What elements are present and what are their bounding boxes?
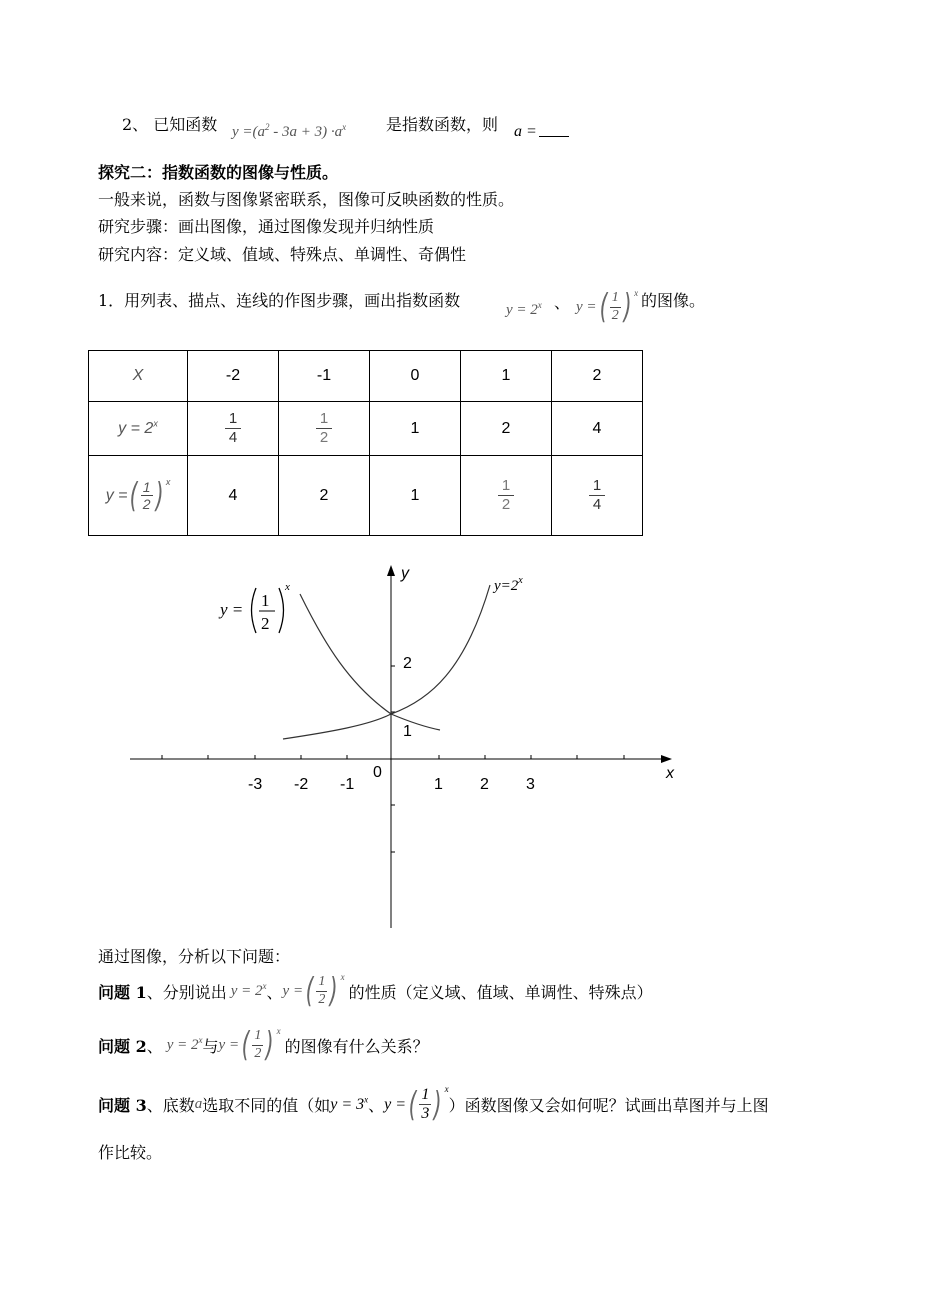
question-3-line-2: 作比较。: [98, 1143, 163, 1162]
y-axis-label: y: [401, 565, 409, 582]
table-cell: 2: [552, 351, 643, 402]
curve-half-power-x: [300, 594, 440, 730]
exercise-2-prefix: 2、 已知函数: [122, 115, 218, 134]
x-tick-label: -1: [340, 776, 355, 793]
exercise-2-suffix: 是指数函数，则: [386, 115, 499, 134]
question-1-label: 问题 1: [98, 982, 147, 1002]
x-tick-label: -2: [294, 776, 309, 793]
svg-text:2: 2: [261, 614, 270, 633]
table-header-x: X: [89, 351, 188, 402]
question-3-label: 问题 3: [98, 1096, 147, 1116]
table-cell: 4: [188, 456, 279, 536]
table-cell: 4: [552, 402, 643, 456]
section-title: 探究二：指数函数的图像与性质。: [98, 163, 339, 182]
task-1-formula-1: $y = 2^x$: [506, 300, 542, 318]
table-row: [89, 456, 643, 536]
values-table: [88, 350, 643, 536]
x-axis-label: x: [666, 765, 674, 782]
exponential-graph: [120, 560, 680, 932]
analysis-intro: 通过图像，分析以下问题：: [98, 947, 291, 966]
table-row-label-2x: $y = 2^x$: [89, 402, 188, 456]
table-cell: $\frac{1}{4}$: [552, 456, 643, 536]
svg-text:y =: y =: [220, 600, 244, 619]
exercise-2-formula: $y =(a^2 - 3a + 3) \cdot a^x$: [232, 122, 347, 140]
table-cell: 1: [370, 456, 461, 536]
task-1-suffix: 的图像。: [641, 291, 706, 310]
svg-text:x: x: [285, 581, 290, 593]
table-cell: 0: [370, 351, 461, 402]
question-3: 问题 3 、底数 a 选取不同的值（如 $y = 3^x$ 、 y = ( $\frac{1}{3}$ ) x ）函数图像又会如何呢？试画出草图并与上图: [98, 1084, 769, 1125]
task-1-formula-2: y = ( $\frac{1}{2}$ ) x: [576, 287, 639, 327]
section-line-1: 一般来说，函数与图像紧密联系，图像可反映函数的性质。: [98, 190, 515, 209]
x-tick-label: 2: [480, 776, 489, 793]
table-cell: -1: [279, 351, 370, 402]
x-tick-label: 3: [526, 776, 535, 793]
table-cell: $\frac{1}{2}$: [461, 456, 552, 536]
curve-1-label: $y=2^x$: [494, 575, 523, 594]
y-tick-label: 2: [403, 655, 412, 672]
y-tick-label: 1: [403, 723, 412, 740]
x-tick-label: 1: [434, 776, 443, 793]
task-1-text: 1．用列表、描点、连线的作图步骤，画出指数函数: [98, 291, 461, 310]
table-cell: 2: [279, 456, 370, 536]
y-axis-arrow: [387, 565, 395, 576]
curve-2-label: [218, 581, 290, 633]
x-axis-ticks: [162, 755, 624, 759]
curve-2-power-x: [283, 585, 490, 739]
exercise-2: [122, 112, 217, 135]
origin-label: 0: [373, 764, 382, 781]
table-cell: $\frac{1}{2}$: [279, 402, 370, 456]
table-cell: 1: [461, 351, 552, 402]
exercise-2-answer: a =: [514, 121, 569, 141]
x-tick-label: -3: [248, 776, 263, 793]
svg-text:1: 1: [261, 591, 270, 610]
table-row-label-half-x: y = ( $\frac{1}{2}$ ) x: [89, 456, 188, 536]
section-line-2: 研究步骤：画出图像，通过图像发现并归纳性质: [98, 217, 435, 236]
section-line-3: 研究内容：定义域、值域、特殊点、单调性、奇偶性: [98, 245, 467, 264]
table-cell: 2: [461, 402, 552, 456]
question-1: 问题 1 、分别说出 $y = 2^x$ 、 y = ( $\frac{1}{2}$ ) x 的性质（定义域、值域、单调性、特殊点）: [98, 971, 653, 1011]
answer-blank: [539, 126, 569, 137]
question-2: 问题 2 、 $y = 2^x$ 与 y = ( $\frac{1}{2}$ ) x 的图像有什么关系？: [98, 1025, 429, 1065]
table-cell: $\frac{1}{4}$: [188, 402, 279, 456]
table-cell: 1: [370, 402, 461, 456]
table-row: [89, 351, 643, 402]
task-1-separator: 、: [554, 293, 571, 312]
question-2-label: 问题 2: [98, 1036, 147, 1056]
x-axis-arrow: [661, 755, 672, 763]
table-row: [89, 402, 643, 456]
table-cell: -2: [188, 351, 279, 402]
